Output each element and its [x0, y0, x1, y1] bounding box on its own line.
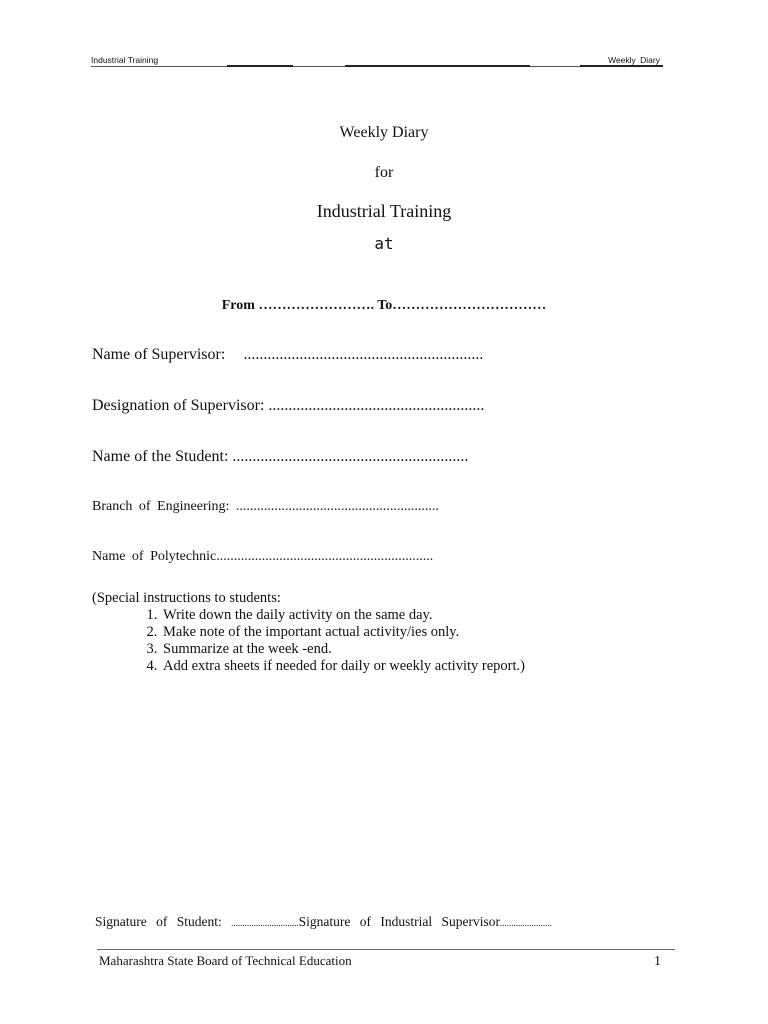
- from-dots: …………………….: [258, 298, 374, 313]
- header-rule-segment: [227, 65, 293, 67]
- supervisor-designation-label: Designation of Supervisor:: [92, 397, 265, 414]
- supervisor-signature-label: Signature of Industrial Supervisor: [298, 914, 500, 929]
- footer-organization: Maharashtra State Board of Technical Education: [99, 953, 352, 968]
- instruction-item: 3. Summarize at the week -end.: [161, 641, 525, 658]
- student-name-dots: ...........................................................: [232, 448, 469, 465]
- period-line: [0, 298, 768, 314]
- branch-dots: ..........................................................: [235, 499, 439, 514]
- supervisor-designation-field: [92, 397, 484, 415]
- header-rule-segment: [580, 65, 663, 67]
- instructions-list: [92, 607, 525, 675]
- student-name-field: [92, 448, 468, 466]
- supervisor-signature-dots: .......................: [499, 918, 552, 928]
- from-label: From: [221, 298, 255, 313]
- supervisor-name-field: [92, 346, 483, 364]
- supervisor-name-dots: ............................................................: [243, 346, 484, 363]
- polytechnic-dots: ..............................................................: [216, 549, 434, 564]
- polytechnic-label: Name of Polytechnic: [92, 549, 217, 564]
- instructions-block: [92, 590, 525, 675]
- to-dots: ……………………………: [392, 298, 547, 313]
- student-signature-label: Signature of Student:: [95, 914, 222, 929]
- student-name-label: Name of the Student:: [92, 448, 229, 465]
- supervisor-name-label: Name of Supervisor:: [92, 346, 226, 363]
- header-rule-segment: [345, 65, 530, 67]
- instruction-item: 4. Add extra sheets if needed for daily or weekly activity report.): [161, 658, 525, 675]
- header-left-text: Industrial Training: [91, 55, 159, 65]
- title-industrial-training: Industrial Training: [316, 201, 452, 221]
- to-label: To: [377, 298, 393, 313]
- instruction-item: 1. Write down the daily activity on the same day.: [161, 607, 525, 624]
- page-number: 1: [654, 954, 661, 969]
- instruction-item: 2. Make note of the important actual activity/ies only.: [161, 624, 525, 641]
- signature-line: [95, 914, 552, 930]
- branch-field: [92, 499, 439, 515]
- supervisor-designation-dots: ......................................................: [268, 397, 485, 414]
- footer-rule: [97, 949, 675, 950]
- title-weekly-diary: Weekly Diary: [339, 124, 429, 141]
- instructions-heading: (Special instructions to students:: [92, 590, 281, 606]
- title-at: at: [374, 234, 394, 253]
- title-for: for: [374, 164, 394, 181]
- branch-label: Branch of Engineering:: [92, 499, 230, 514]
- student-signature-dots: ..............................: [231, 918, 299, 928]
- header-right-text: Weekly Diary: [608, 55, 660, 65]
- polytechnic-field: [92, 549, 433, 565]
